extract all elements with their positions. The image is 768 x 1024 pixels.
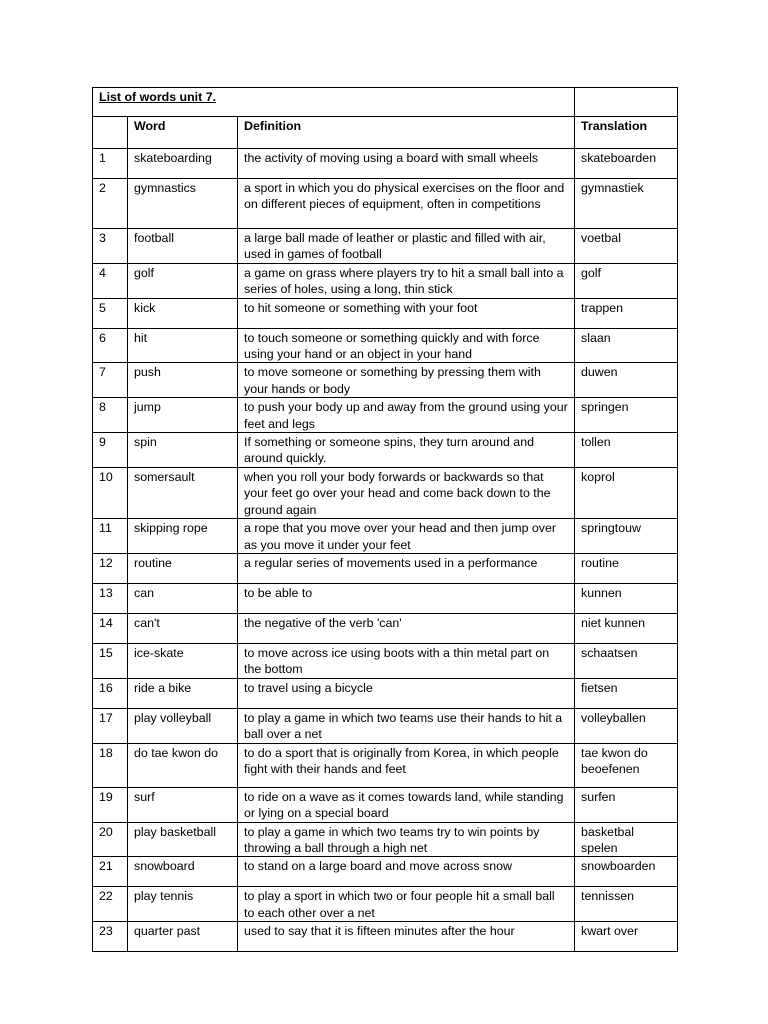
row-definition: to hit someone or something with your foot bbox=[238, 298, 575, 328]
row-translation: tae kwon do beoefenen bbox=[575, 743, 678, 787]
table-row bbox=[93, 822, 678, 857]
row-translation: kwart over bbox=[575, 922, 678, 952]
row-translation: gymnastiek bbox=[575, 179, 678, 229]
title-row-empty-cell bbox=[575, 88, 678, 117]
row-translation: skateboarden bbox=[575, 149, 678, 179]
header-definition: Definition bbox=[238, 117, 575, 149]
row-number: 19 bbox=[93, 787, 128, 822]
row-word: skateboarding bbox=[128, 149, 238, 179]
row-definition: to push your body up and away from the ground using your feet and legs bbox=[238, 398, 575, 433]
row-word: play volleyball bbox=[128, 708, 238, 743]
row-translation: volleyballen bbox=[575, 708, 678, 743]
table-row bbox=[93, 787, 678, 822]
row-word: surf bbox=[128, 787, 238, 822]
row-definition: a regular series of movements used in a performance bbox=[238, 553, 575, 583]
row-definition: to play a game in which two teams try to win points by throwing a ball through a high net bbox=[238, 822, 575, 857]
row-number: 3 bbox=[93, 229, 128, 264]
row-definition: a rope that you move over your head and then jump over as you move it under your feet bbox=[238, 519, 575, 554]
row-word: can bbox=[128, 583, 238, 613]
row-number: 8 bbox=[93, 398, 128, 433]
row-translation: golf bbox=[575, 263, 678, 298]
row-number: 14 bbox=[93, 613, 128, 643]
table-row bbox=[93, 467, 678, 518]
row-translation: niet kunnen bbox=[575, 613, 678, 643]
row-word: gymnastics bbox=[128, 179, 238, 229]
header-row bbox=[93, 117, 678, 149]
row-number: 7 bbox=[93, 363, 128, 398]
row-translation: voetbal bbox=[575, 229, 678, 264]
row-definition: If something or someone spins, they turn around and around quickly. bbox=[238, 433, 575, 468]
row-word: quarter past bbox=[128, 922, 238, 952]
row-number: 2 bbox=[93, 179, 128, 229]
row-translation: koprol bbox=[575, 467, 678, 518]
row-translation: fietsen bbox=[575, 678, 678, 708]
row-definition: to move someone or something by pressing them with your hands or body bbox=[238, 363, 575, 398]
table-row bbox=[93, 708, 678, 743]
row-definition: to travel using a bicycle bbox=[238, 678, 575, 708]
row-word: can't bbox=[128, 613, 238, 643]
row-word: somersault bbox=[128, 467, 238, 518]
row-translation: snowboarden bbox=[575, 857, 678, 887]
row-definition: to do a sport that is originally from Korea, in which people fight with their hands and feet bbox=[238, 743, 575, 787]
row-number: 23 bbox=[93, 922, 128, 952]
row-word: snowboard bbox=[128, 857, 238, 887]
row-word: football bbox=[128, 229, 238, 264]
row-definition: the activity of moving using a board with small wheels bbox=[238, 149, 575, 179]
row-definition: a game on grass where players try to hit a small ball into a series of holes, using a long, thin stick bbox=[238, 263, 575, 298]
row-definition: a sport in which you do physical exercises on the floor and on different pieces of equipment, often in competitions bbox=[238, 179, 575, 229]
row-word: jump bbox=[128, 398, 238, 433]
table-row bbox=[93, 887, 678, 922]
table-row bbox=[93, 857, 678, 887]
row-word: golf bbox=[128, 263, 238, 298]
row-word: ice-skate bbox=[128, 643, 238, 678]
row-number: 20 bbox=[93, 822, 128, 857]
table-row bbox=[93, 328, 678, 363]
row-word: play basketball bbox=[128, 822, 238, 857]
header-translation: Translation bbox=[575, 117, 678, 149]
row-number: 13 bbox=[93, 583, 128, 613]
row-word: hit bbox=[128, 328, 238, 363]
table-row bbox=[93, 553, 678, 583]
row-word: kick bbox=[128, 298, 238, 328]
row-number: 9 bbox=[93, 433, 128, 468]
header-word: Word bbox=[128, 117, 238, 149]
row-number: 11 bbox=[93, 519, 128, 554]
row-definition: to be able to bbox=[238, 583, 575, 613]
row-number: 18 bbox=[93, 743, 128, 787]
row-translation: springen bbox=[575, 398, 678, 433]
row-word: routine bbox=[128, 553, 238, 583]
row-translation: tennissen bbox=[575, 887, 678, 922]
table-row bbox=[93, 149, 678, 179]
table-row bbox=[93, 922, 678, 952]
row-definition: to ride on a wave as it comes towards land, while standing or lying on a special board bbox=[238, 787, 575, 822]
table-title: List of words unit 7. bbox=[93, 88, 575, 117]
table-row bbox=[93, 229, 678, 264]
row-word: spin bbox=[128, 433, 238, 468]
row-word: push bbox=[128, 363, 238, 398]
table-row bbox=[93, 583, 678, 613]
table-row bbox=[93, 179, 678, 229]
vocabulary-table bbox=[92, 87, 678, 952]
row-number: 6 bbox=[93, 328, 128, 363]
row-number: 21 bbox=[93, 857, 128, 887]
table-row bbox=[93, 678, 678, 708]
row-translation: slaan bbox=[575, 328, 678, 363]
row-translation: springtouw bbox=[575, 519, 678, 554]
row-translation: surfen bbox=[575, 787, 678, 822]
row-definition: when you roll your body forwards or backwards so that your feet go over your head and come back down to the ground again bbox=[238, 467, 575, 518]
table-row bbox=[93, 398, 678, 433]
row-word: play tennis bbox=[128, 887, 238, 922]
row-number: 15 bbox=[93, 643, 128, 678]
row-number: 1 bbox=[93, 149, 128, 179]
row-word: skipping rope bbox=[128, 519, 238, 554]
table-row bbox=[93, 433, 678, 468]
row-definition: to touch someone or something quickly and with force using your hand or an object in your hand bbox=[238, 328, 575, 363]
table-row bbox=[93, 363, 678, 398]
table-row bbox=[93, 743, 678, 787]
row-translation: routine bbox=[575, 553, 678, 583]
title-row bbox=[93, 88, 678, 117]
row-number: 16 bbox=[93, 678, 128, 708]
table-row bbox=[93, 613, 678, 643]
row-number: 17 bbox=[93, 708, 128, 743]
row-translation: duwen bbox=[575, 363, 678, 398]
table-row bbox=[93, 643, 678, 678]
row-definition: used to say that it is fifteen minutes after the hour bbox=[238, 922, 575, 952]
row-number: 4 bbox=[93, 263, 128, 298]
row-number: 10 bbox=[93, 467, 128, 518]
row-number: 12 bbox=[93, 553, 128, 583]
table-row bbox=[93, 263, 678, 298]
row-translation: trappen bbox=[575, 298, 678, 328]
table-row bbox=[93, 298, 678, 328]
row-definition: the negative of the verb 'can' bbox=[238, 613, 575, 643]
table-row bbox=[93, 519, 678, 554]
row-number: 5 bbox=[93, 298, 128, 328]
row-translation: tollen bbox=[575, 433, 678, 468]
row-translation: basketbal spelen bbox=[575, 822, 678, 857]
row-definition: a large ball made of leather or plastic and filled with air, used in games of football bbox=[238, 229, 575, 264]
vocabulary-table-body bbox=[93, 88, 678, 952]
row-definition: to play a sport in which two or four people hit a small ball to each other over a net bbox=[238, 887, 575, 922]
row-translation: schaatsen bbox=[575, 643, 678, 678]
row-translation: kunnen bbox=[575, 583, 678, 613]
row-definition: to play a game in which two teams use their hands to hit a ball over a net bbox=[238, 708, 575, 743]
header-number bbox=[93, 117, 128, 149]
row-number: 22 bbox=[93, 887, 128, 922]
row-word: ride a bike bbox=[128, 678, 238, 708]
row-definition: to stand on a large board and move across snow bbox=[238, 857, 575, 887]
row-definition: to move across ice using boots with a thin metal part on the bottom bbox=[238, 643, 575, 678]
row-word: do tae kwon do bbox=[128, 743, 238, 787]
